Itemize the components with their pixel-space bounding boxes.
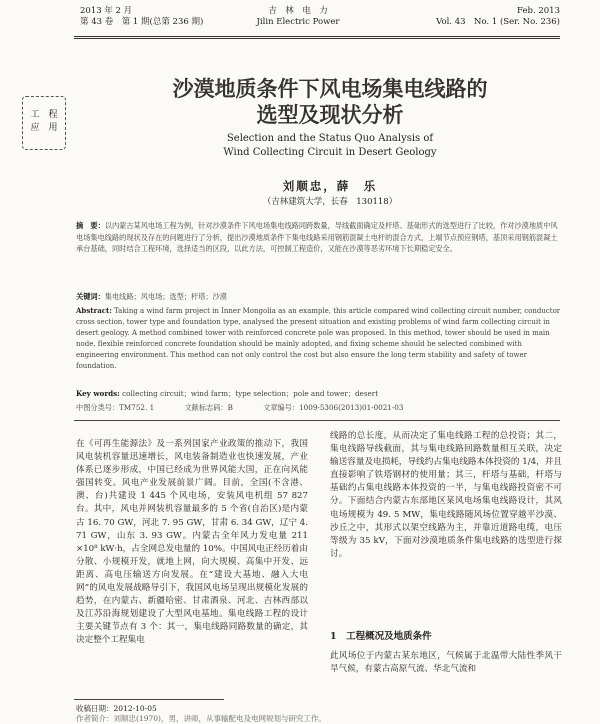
title-en-line-1: Selection and the Status Quo Analysis of	[226, 133, 434, 144]
header-right	[436, 6, 560, 28]
keywords-en	[76, 388, 562, 400]
abstract-en-text: Taking a wind farm project in Inner Mongolia as an example, this article compared wind collecting circuit number, conductor cross section, tower type and foundation type, analysed the present situation and existing problems of wind farm collecting circuit in desert geology. A method combined tower with reinforced concrete pole was proposed. In this method, tower should be used in main node, flexible reinforced concrete foundation should be mainly adopted, and fixing scheme should be selected combined with engineering environment. This method can not only control the cost but also ensure the long term stability and safety of tower foundation.	[76, 307, 561, 370]
body-left-column: 在《可再生能源法》及一系列国家产业政策的推动下，我国风电装机容量迅速增长，风电装备制造业也快速发展，产业体系已逐步形成，中国已经成为世界风能大国，正在向风能强国转变。风电产业发展前景广阔。目前，全国(不含港、澳、台)共建设 1 445 个风电场，安装风电机组 57 827 台。其中，风电并网装机容量最多的 5 个省(自治区)是内蒙古 16. 70 GW，河北 7. 95 GW，甘肃 6. 34 GW，辽宁 4. 71 GW，山东 3. 93 GW。内蒙古全年风力发电量 211 ×10⁸ kW·h，占全网总发电量的 10%。中国风电正经历着由分散、小规模开发，就地上网，向大规模、高集中开发、远距离、高电压输送方向发展。在“建设大基地、融入大电网”的风电发展战略导引下，我国风电场呈现出规模化发展的趋势，在内蒙古、新疆哈密、甘肃酒泉、河北、吉林西部以及江苏沿海规划建设了大型风电基地。集电线路工程的设计主要关键节点有 3 个：其一，集电线路同路数量的确定，其决定整个工程集电	[76, 439, 308, 646]
document-code: 文献标志码：B	[184, 403, 233, 412]
title-cn-line-1: 沙漠地质条件下风电场集电线路的	[172, 76, 488, 101]
header-left	[80, 6, 203, 28]
affiliation: （吉林建筑大学，长春 130118）	[262, 197, 398, 207]
classification-line	[76, 402, 562, 414]
keywords-cn-label: 关键词：	[76, 292, 105, 301]
article-number: 文章编号：1009-5306(2013)01-0021-03	[263, 403, 404, 412]
header-left-date: 2013 年 2 月	[80, 6, 133, 16]
abstract-en	[76, 305, 562, 383]
header-left-issue: 第 43 卷 第 1 期(总第 236 期)	[80, 17, 204, 27]
header-right-date: Feb. 2013	[517, 6, 560, 16]
body-right-column-continued: 此风场位于内蒙古某东地区，气候属于北温带大陆性季风干旱气候，有蒙古高原气流、华北气流和	[330, 651, 562, 675]
title-cn-line-2: 选型及现状分析	[256, 102, 404, 127]
abstract-separator	[74, 420, 560, 421]
abstract-en-label: Abstract:	[76, 306, 112, 315]
header-center	[248, 6, 348, 28]
header-journal-cn: 吉 林 电 力	[268, 6, 328, 16]
section-heading: 1 工程概况及地质条件	[330, 631, 432, 642]
body-right-column: 线路的总长度，从而决定了集电线路工程的总投资；其二，集电线路导线截面，其与集电线路回路数量相互关联，决定输送容量及电损耗，导线约占集电线路本体投资的 1/4，并且直接影响了铁塔钢材的使用量；其三，杆塔与基础，杆塔与基础约占集电线路本体投资的一半，与集电线路投资密不可分。下面结合内蒙古东部地区某风电场集电线路设计，其风电场规模为 49. 5 MW，集电线路随风场位置穿越平沙漠、沙丘之中，其形式以架空线路为主，并靠近道路电缆，电压等级为 35 kV，下面对沙漠地质条件集电线路的选型进行探讨。	[330, 431, 562, 559]
abstract-cn-label: 摘 要：	[76, 221, 105, 230]
footnote-rule	[74, 699, 224, 700]
keywords-cn-text: 集电线路；风电场；选型；杆塔；沙漠	[104, 292, 227, 301]
footnote-received: 收稿日期：2012-10-05	[76, 704, 157, 713]
abstract-cn	[76, 220, 562, 290]
header-right-issue: Vol. 43 No. 1 (Ser. No. 236)	[436, 17, 560, 27]
title-en-line-2: Wind Collecting Circuit in Desert Geology	[223, 147, 437, 158]
footnote-author: 作者简介：刘顺忠(1970)，男，讲师，从事输配电及电网规划与研究工作。	[76, 714, 326, 723]
stamp-line-1: 工 程	[30, 110, 58, 120]
clc-number: 中图分类号：TM752. 1	[76, 403, 155, 412]
keywords-en-text: collecting circuit；wind farm；type selection；pole and tower；desert	[122, 389, 379, 398]
keywords-cn	[76, 291, 562, 303]
header-rule	[74, 36, 560, 37]
keywords-en-label: Key words:	[76, 389, 120, 398]
authors: 刘顺忠，薛 乐	[282, 179, 378, 193]
section-stamp	[22, 96, 66, 150]
journal-header	[0, 6, 600, 36]
header-rule-secondary	[74, 38, 560, 39]
abstract-cn-text: 以内蒙古某风电场工程为例，针对沙漠条件下风电场集电线路同跨数量，导线截面确定及杆塔、基础形式的选型进行了比较，作对沙漠地质中风电场集电线路的现状及存在的问题进行了分析，提出沙漠地质条件下集电线路采用钢筋混凝土电杆的混合方式，上端节点预应钢塔，基顶采用钢筋混凝土承台基础，同时结合工程环境，选择适当的区段，以此方法，可控制工程造价，又能在沙漠等恶劣环境下长期稳定安全。	[76, 221, 558, 253]
stamp-line-2: 应 用	[30, 123, 58, 133]
header-journal-en: Jilin Electric Power	[256, 17, 340, 27]
